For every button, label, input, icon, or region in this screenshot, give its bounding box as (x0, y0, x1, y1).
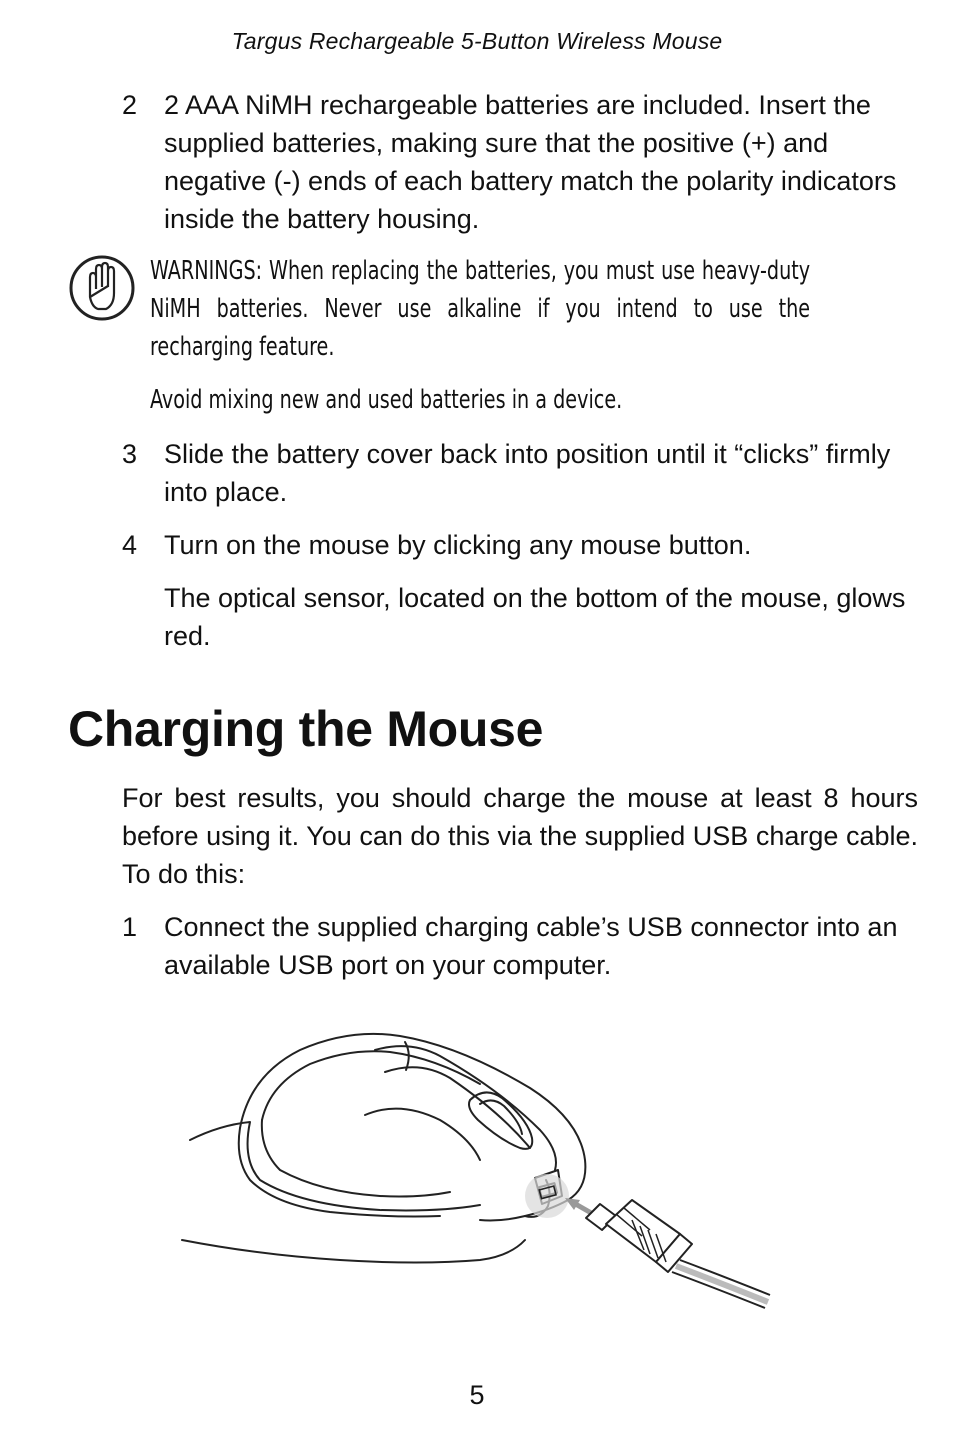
step-number: 4 (122, 530, 138, 560)
step-text: Slide the battery cover back into position until it “clicks” firmly into place. (164, 439, 891, 507)
section-title: Charging the Mouse (68, 701, 544, 757)
mouse-usb-cable-illustration (180, 1020, 780, 1310)
warning-paragraph: WARNINGS: When replacing the batteries, you must use heavy-duty NiMH batteries. Never use alkaline if you intend to use the recharging feature. (150, 256, 811, 362)
hand-stop-icon (68, 253, 136, 323)
step-text: Connect the supplied charging cable’s USB connector into an available USB port on your computer. (164, 912, 898, 980)
section-intro: For best results, you should charge the mouse at least 8 hours before using it. You can do this via the supplied USB charge cable. To do this: (122, 783, 918, 889)
step-number: 3 (122, 439, 138, 469)
running-header: Targus Rechargeable 5-Button Wireless Mouse (231, 28, 723, 54)
step-number: 1 (122, 912, 138, 942)
warning-extra-paragraph: Avoid mixing new and used batteries in a device. (150, 385, 623, 415)
step-text: Turn on the mouse by clicking any mouse button. (164, 530, 752, 560)
step-number: 2 (122, 90, 138, 120)
step-text: 2 AAA NiMH rechargeable batteries are included. Insert the supplied batteries, making sure that the positive (+) and negative (-) ends of each battery match the polarity indicators inside the battery housing. (164, 90, 897, 234)
step-note-text: The optical sensor, located on the bottom of the mouse, glows red. (164, 583, 906, 651)
page-number: 5 (469, 1380, 485, 1410)
warning-extra (150, 381, 810, 419)
warning-text (150, 252, 810, 366)
